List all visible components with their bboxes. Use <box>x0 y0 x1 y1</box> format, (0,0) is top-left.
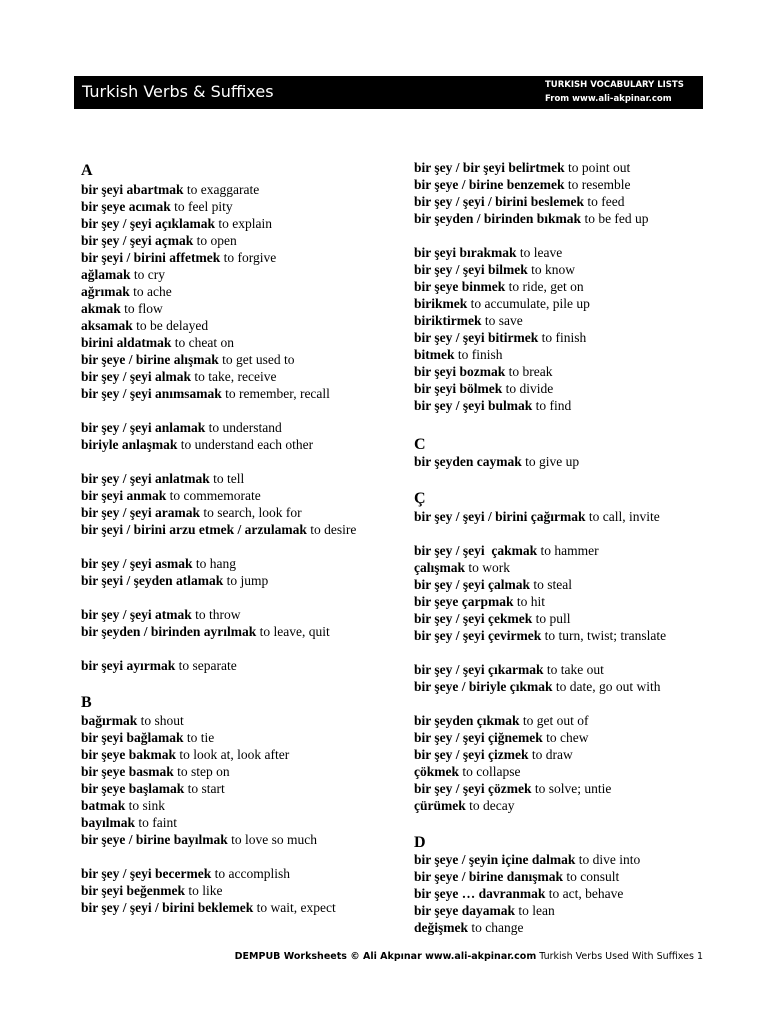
vocab-entry <box>81 487 371 504</box>
turkish-verb: bitmek <box>414 347 455 362</box>
english-meaning: to steal <box>530 577 572 592</box>
english-meaning: to love so much <box>227 832 318 847</box>
turkish-verb: bir şey / şeyi bilmek <box>414 262 528 277</box>
vocab-entry <box>81 606 371 623</box>
english-meaning: to chew <box>542 730 589 745</box>
turkish-verb: bir şeyi anmak <box>81 488 167 503</box>
english-meaning: to know <box>527 262 576 277</box>
turkish-verb: bir şeye … davranmak <box>414 886 546 901</box>
section-letter: D <box>414 834 426 851</box>
english-meaning: to work <box>465 560 511 575</box>
turkish-verb: çürümek <box>414 798 466 813</box>
vocab-entry <box>81 181 371 198</box>
turkish-verb: bağırmak <box>81 713 138 728</box>
vocab-entry <box>414 661 714 678</box>
vocab-entry <box>414 763 714 780</box>
english-meaning: to understand <box>205 420 282 435</box>
english-meaning: to call, invite <box>585 509 660 524</box>
vocab-entry <box>414 885 714 902</box>
vocab-entry <box>414 576 714 593</box>
vocab-entry <box>81 368 371 385</box>
vocab-entry <box>81 317 371 334</box>
footer-page-label: Turkish Verbs Used With Suffixes 1 <box>536 951 703 962</box>
english-meaning: to resemble <box>564 177 631 192</box>
vocab-entry <box>81 555 371 572</box>
turkish-verb: bir şey / şeyi / birini beslemek <box>414 194 585 209</box>
english-meaning: to leave <box>516 245 563 260</box>
english-meaning: to point out <box>564 160 631 175</box>
section-letter: B <box>81 694 92 711</box>
turkish-verb: bir şeye dayamak <box>414 903 516 918</box>
english-meaning: to ache <box>129 284 172 299</box>
vocab-entry <box>81 831 371 848</box>
english-meaning: to decay <box>465 798 515 813</box>
vocab-entry <box>414 712 714 729</box>
english-meaning: to take, receive <box>191 369 277 384</box>
turkish-verb: bir şey / şeyi çiğnemek <box>414 730 543 745</box>
header-bar <box>74 76 703 109</box>
english-meaning: to exaggarate <box>183 182 260 197</box>
english-meaning: to find <box>532 398 572 413</box>
turkish-verb: biriyle anlaşmak <box>81 437 178 452</box>
vocab-entry <box>81 899 371 916</box>
vocab-entry <box>414 210 714 227</box>
english-meaning: to flow <box>120 301 163 316</box>
english-meaning: to separate <box>175 658 237 673</box>
english-meaning: to hit <box>513 594 546 609</box>
turkish-verb: bir şeyden çıkmak <box>414 713 520 728</box>
vocab-entry <box>414 380 714 397</box>
turkish-verb: bir şeye bakmak <box>81 747 177 762</box>
vocab-entry <box>414 678 714 695</box>
english-meaning: to give up <box>521 454 580 469</box>
vocab-entry <box>81 572 371 589</box>
vocab-entry <box>414 746 714 763</box>
turkish-verb: biriktirmek <box>414 313 482 328</box>
turkish-verb: bir şey / şeyi anlamak <box>81 420 206 435</box>
english-meaning: to understand each other <box>177 437 314 452</box>
turkish-verb: bir şeye acımak <box>81 199 171 214</box>
turkish-verb: bir şey / şeyi çıkarmak <box>414 662 544 677</box>
english-meaning: to get out of <box>519 713 589 728</box>
turkish-verb: bir şeyi / birini arzu etmek / arzulamak <box>81 522 307 537</box>
page-title: Turkish Verbs & Suffixes <box>82 82 274 101</box>
section-letter: Ç <box>414 490 426 507</box>
english-meaning: to leave, quit <box>256 624 330 639</box>
english-meaning: to like <box>185 883 223 898</box>
vocab-entry <box>81 657 371 674</box>
english-meaning: to remember, recall <box>221 386 330 401</box>
vocab-entry <box>81 351 371 368</box>
turkish-verb: bir şeye çarpmak <box>414 594 514 609</box>
turkish-verb: bir şeye / biriyle çıkmak <box>414 679 553 694</box>
section-letter: C <box>414 436 426 453</box>
turkish-verb: bir şeyi beğenmek <box>81 883 185 898</box>
turkish-verb: bir şey / şeyi almak <box>81 369 192 384</box>
english-meaning: to open <box>193 233 237 248</box>
turkish-verb: çalışmak <box>414 560 466 575</box>
english-meaning: to solve; untie <box>531 781 612 796</box>
vocab-entry <box>414 346 714 363</box>
footer-credit: DEMPUB Worksheets © Ali Akpınar www.ali-akpinar.com <box>234 951 537 962</box>
vocab-entry <box>81 300 371 317</box>
vocab-entry <box>414 902 714 919</box>
turkish-verb: bir şey / şeyi çevirmek <box>414 628 542 643</box>
english-meaning: to save <box>481 313 523 328</box>
vocab-entry <box>414 559 714 576</box>
vocab-entry <box>81 865 371 882</box>
english-meaning: to desire <box>306 522 357 537</box>
turkish-verb: değişmek <box>414 920 468 935</box>
turkish-verb: bir şeye / birine bayılmak <box>81 832 228 847</box>
header-line-2: From www.ali-akpinar.com <box>545 93 672 104</box>
english-meaning: to step on <box>173 764 230 779</box>
vocab-entry <box>81 814 371 831</box>
vocab-entry <box>414 610 714 627</box>
turkish-verb: birikmek <box>414 296 468 311</box>
vocab-entry <box>81 198 371 215</box>
english-meaning: to act, behave <box>545 886 624 901</box>
english-meaning: to dive into <box>575 852 641 867</box>
english-meaning: to tie <box>183 730 215 745</box>
english-meaning: to explain <box>215 216 273 231</box>
vocab-entry <box>81 249 371 266</box>
vocab-entry <box>414 244 714 261</box>
english-meaning: to be fed up <box>581 211 649 226</box>
header-meta <box>545 79 700 106</box>
english-meaning: to collapse <box>459 764 521 779</box>
english-meaning: to cry <box>130 267 166 282</box>
vocab-entry <box>414 868 714 885</box>
english-meaning: to break <box>505 364 553 379</box>
turkish-verb: bir şey / şeyi becermek <box>81 866 212 881</box>
vocab-entry <box>414 508 714 525</box>
english-meaning: to change <box>468 920 524 935</box>
vocab-entry <box>81 712 371 729</box>
english-meaning: to faint <box>135 815 178 830</box>
turkish-verb: bir şey / şeyi açıklamak <box>81 216 216 231</box>
turkish-verb: aksamak <box>81 318 133 333</box>
turkish-verb: bir şey / şeyi anlatmak <box>81 471 210 486</box>
turkish-verb: bir şey / şeyi çizmek <box>414 747 529 762</box>
turkish-verb: bir şeye / birine danışmak <box>414 869 564 884</box>
vocab-entry <box>414 919 714 936</box>
english-meaning: to pull <box>532 611 571 626</box>
turkish-verb: bir şey / şeyi çekmek <box>414 611 533 626</box>
turkish-verb: bir şey / şeyi / birini çağırmak <box>414 509 586 524</box>
turkish-verb: birini aldatmak <box>81 335 172 350</box>
turkish-verb: bir şeye binmek <box>414 279 506 294</box>
turkish-verb: bir şeyi / birini affetmek <box>81 250 221 265</box>
english-meaning: to divide <box>502 381 554 396</box>
vocab-entry <box>414 453 714 470</box>
english-meaning: to cheat on <box>171 335 235 350</box>
turkish-verb: bir şeyden / birinden ayrılmak <box>81 624 257 639</box>
english-meaning: to tell <box>209 471 245 486</box>
vocab-entry <box>81 266 371 283</box>
vocab-entry <box>414 797 714 814</box>
vocab-entry <box>414 329 714 346</box>
turkish-verb: bir şey / şeyi / birini beklemek <box>81 900 254 915</box>
english-meaning: to consult <box>563 869 620 884</box>
vocab-entry <box>81 385 371 402</box>
turkish-verb: bir şeye / birine alışmak <box>81 352 219 367</box>
turkish-verb: bir şey / bir şeyi belirtmek <box>414 160 565 175</box>
turkish-verb: akmak <box>81 301 121 316</box>
vocab-entry <box>81 504 371 521</box>
vocab-entry <box>81 623 371 640</box>
turkish-verb: bir şeyi bozmak <box>414 364 506 379</box>
turkish-verb: bir şey / şeyi çözmek <box>414 781 532 796</box>
english-meaning: to feel pity <box>170 199 233 214</box>
vocab-entry <box>81 797 371 814</box>
turkish-verb: çökmek <box>414 764 459 779</box>
english-meaning: to forgive <box>220 250 277 265</box>
english-meaning: to commemorate <box>166 488 261 503</box>
english-meaning: to start <box>184 781 225 796</box>
turkish-verb: bir şeye / birine benzemek <box>414 177 565 192</box>
turkish-verb: bir şeyi / şeyden atlamak <box>81 573 224 588</box>
english-meaning: to search, look for <box>200 505 302 520</box>
vocab-entry <box>414 159 714 176</box>
turkish-verb: bir şey / şeyi çalmak <box>414 577 530 592</box>
turkish-verb: bir şeyi bölmek <box>414 381 503 396</box>
vocab-entry <box>81 283 371 300</box>
english-meaning: to turn, twist; translate <box>541 628 667 643</box>
vocab-entry <box>81 419 371 436</box>
turkish-verb: bir şeyden caymak <box>414 454 522 469</box>
vocab-entry <box>414 851 714 868</box>
turkish-verb: bir şeyi bırakmak <box>414 245 517 260</box>
turkish-verb: bir şeyi ayırmak <box>81 658 176 673</box>
vocab-entry <box>81 746 371 763</box>
vocab-entry <box>414 363 714 380</box>
vocab-entry <box>414 780 714 797</box>
english-meaning: to hammer <box>537 543 599 558</box>
vocab-entry <box>414 312 714 329</box>
english-meaning: to finish <box>538 330 587 345</box>
turkish-verb: ağlamak <box>81 267 131 282</box>
turkish-verb: ağrımak <box>81 284 130 299</box>
turkish-verb: bir şeye başlamak <box>81 781 185 796</box>
english-meaning: to finish <box>454 347 503 362</box>
english-meaning: to hang <box>192 556 237 571</box>
turkish-verb: bir şey / şeyi çakmak <box>414 543 538 558</box>
turkish-verb: bir şeyden / birinden bıkmak <box>414 211 582 226</box>
turkish-verb: bir şey / şeyi açmak <box>81 233 194 248</box>
turkish-verb: bayılmak <box>81 815 136 830</box>
turkish-verb: bir şeye basmak <box>81 764 174 779</box>
vocab-entry <box>414 278 714 295</box>
vocab-entry <box>81 882 371 899</box>
vocab-entry <box>414 193 714 210</box>
english-meaning: to wait, expect <box>253 900 336 915</box>
turkish-verb: bir şeyi bağlamak <box>81 730 184 745</box>
turkish-verb: bir şey / şeyi atmak <box>81 607 192 622</box>
english-meaning: to shout <box>137 713 184 728</box>
vocab-entry <box>81 334 371 351</box>
vocab-entry <box>81 780 371 797</box>
english-meaning: to sink <box>125 798 166 813</box>
english-meaning: to be delayed <box>132 318 209 333</box>
english-meaning: to draw <box>528 747 573 762</box>
page-footer <box>100 950 703 964</box>
english-meaning: to feed <box>584 194 625 209</box>
vocab-entry <box>414 397 714 414</box>
vocab-entry <box>81 232 371 249</box>
turkish-verb: bir şeye / şeyin içine dalmak <box>414 852 576 867</box>
vocab-entry <box>81 521 371 538</box>
vocab-entry <box>414 176 714 193</box>
english-meaning: to take out <box>543 662 604 677</box>
vocab-entry <box>414 593 714 610</box>
vocab-entry <box>414 729 714 746</box>
header-line-1: TURKISH VOCABULARY LISTS <box>545 80 684 90</box>
turkish-verb: bir şey / şeyi anımsamak <box>81 386 222 401</box>
vocab-entry <box>81 763 371 780</box>
vocab-entry <box>81 729 371 746</box>
vocab-entry <box>81 470 371 487</box>
vocab-entry <box>414 542 714 559</box>
vocab-entry <box>81 215 371 232</box>
vocab-entry <box>414 261 714 278</box>
english-meaning: to accomplish <box>211 866 290 881</box>
turkish-verb: batmak <box>81 798 126 813</box>
section-letter: A <box>81 162 93 179</box>
vocab-entry <box>414 627 714 644</box>
english-meaning: to ride, get on <box>505 279 584 294</box>
english-meaning: to accumulate, pile up <box>467 296 590 311</box>
english-meaning: to date, go out with <box>552 679 661 694</box>
vocab-entry <box>81 436 371 453</box>
turkish-verb: bir şeyi abartmak <box>81 182 184 197</box>
turkish-verb: bir şey / şeyi bitirmek <box>414 330 539 345</box>
english-meaning: to jump <box>223 573 269 588</box>
vocab-entry <box>414 295 714 312</box>
english-meaning: to look at, look after <box>176 747 290 762</box>
english-meaning: to throw <box>191 607 241 622</box>
turkish-verb: bir şey / şeyi bulmak <box>414 398 533 413</box>
english-meaning: to get used to <box>218 352 295 367</box>
english-meaning: to lean <box>515 903 555 918</box>
turkish-verb: bir şey / şeyi asmak <box>81 556 193 571</box>
turkish-verb: bir şey / şeyi aramak <box>81 505 200 520</box>
